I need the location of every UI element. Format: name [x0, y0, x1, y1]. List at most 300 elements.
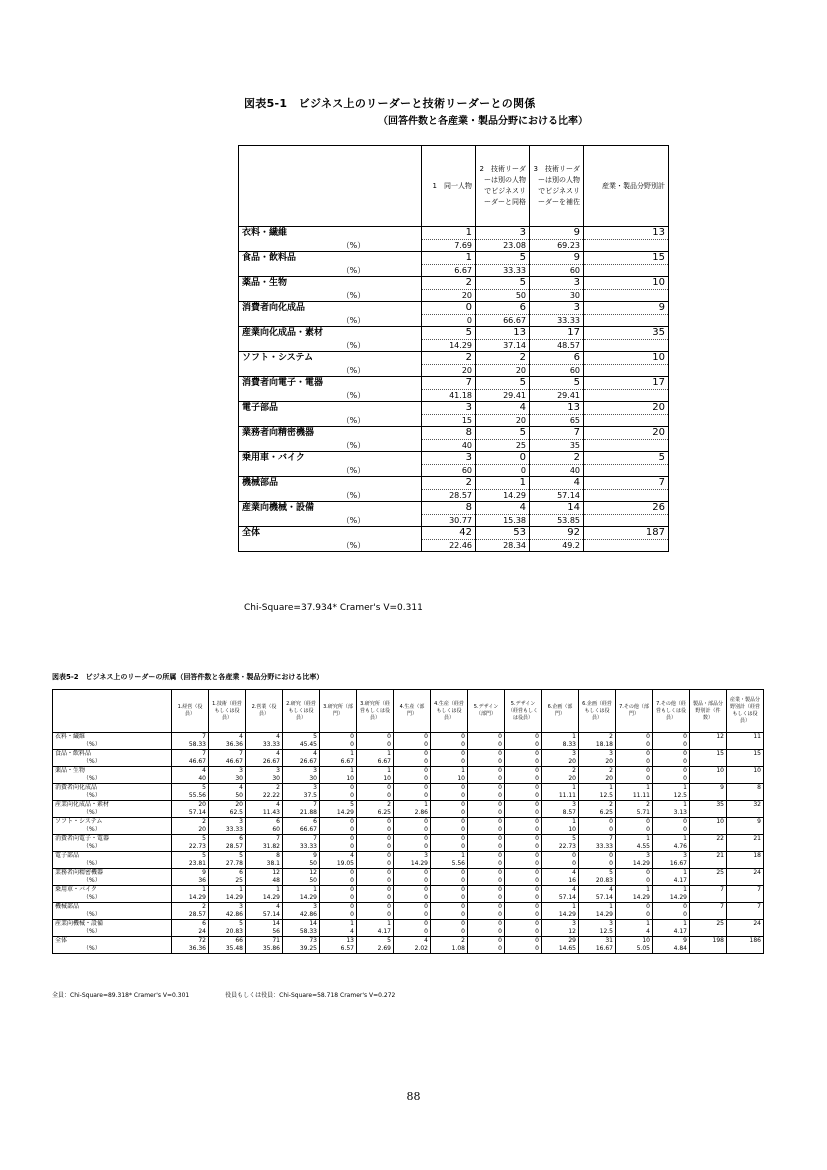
table2-count-cell: 0 — [505, 733, 542, 742]
table2-count-cell: 0 — [394, 886, 431, 895]
table-row — [53, 792, 764, 801]
table1-pct-cell: 50 — [476, 290, 530, 302]
table2-col-header: 6.企画（経営もしくは役員） — [579, 690, 616, 733]
table2-count-cell: 2 — [357, 801, 394, 810]
table2-pct-label: （%） — [53, 894, 172, 903]
table-row — [239, 540, 669, 552]
table1-count-cell: 2 — [422, 352, 476, 365]
table2-count-cell: 0 — [653, 750, 690, 759]
table2-pct-cell: 0 — [542, 860, 579, 869]
table1-count-cell: 2 — [422, 277, 476, 290]
table1-pct-label: （%） — [239, 490, 422, 502]
table1-count-cell: 5 — [476, 427, 530, 440]
table1-count-cell: 13 — [584, 227, 669, 240]
table1-count-cell: 0 — [476, 452, 530, 465]
table2-count-cell: 0 — [394, 818, 431, 827]
table2-count-cell: 1 — [431, 852, 468, 861]
table2-pct-cell: 14.29 — [283, 894, 320, 903]
table2-count-cell: 5 — [172, 835, 209, 844]
table2-count-cell: 0 — [616, 903, 653, 912]
table1-pct-cell-empty — [584, 315, 669, 327]
table2-pct-cell: 12.5 — [579, 792, 616, 801]
table1 — [238, 145, 669, 552]
table-row — [53, 818, 764, 827]
table2-pct-cell: 62.5 — [209, 809, 246, 818]
table2-count-cell: 2 — [172, 818, 209, 827]
table-row — [239, 515, 669, 527]
table2-pct-cell: 23.81 — [172, 860, 209, 869]
table2-pct-cell: 0 — [616, 741, 653, 750]
table2-count-cell: 0 — [505, 869, 542, 878]
table2-pct-cell: 5.56 — [431, 860, 468, 869]
table2-pct-cell: 57.14 — [172, 809, 209, 818]
table2-count-cell: 1 — [653, 886, 690, 895]
table2-pct-cell: 25 — [209, 877, 246, 886]
table2-count-cell: 1 — [616, 886, 653, 895]
table-row — [239, 527, 669, 540]
table2-pct-cell: 20.83 — [579, 877, 616, 886]
table2-pct-cell: 0 — [357, 843, 394, 852]
table2-pct-cell: 0 — [431, 894, 468, 903]
table1-pct-cell: 41.18 — [422, 390, 476, 402]
table2-count-cell: 0 — [653, 733, 690, 742]
table2-count-cell: 7 — [727, 886, 764, 895]
table2-pct-cell: 14.29 — [246, 894, 283, 903]
table-row — [239, 302, 669, 315]
table1-count-cell: 20 — [584, 402, 669, 415]
table2-pct-cell: 0 — [431, 843, 468, 852]
table2-pct-cell: 50 — [283, 877, 320, 886]
table1-pct-label: （%） — [239, 340, 422, 352]
table1-pct-cell: 22.46 — [422, 540, 476, 552]
table2-pct-cell: 0 — [320, 877, 357, 886]
table1-pct-label: （%） — [239, 365, 422, 377]
table2-count-cell: 0 — [357, 903, 394, 912]
table2-pct-cell: 0 — [468, 843, 505, 852]
table2-count-cell: 4 — [246, 801, 283, 810]
table2-pct-cell — [690, 758, 727, 767]
table2-count-cell: 0 — [394, 903, 431, 912]
table-row — [239, 415, 669, 427]
table2-pct-cell: 0 — [357, 792, 394, 801]
table2-count-cell: 73 — [283, 937, 320, 946]
table2-col-header: 1.経営（役員） — [172, 690, 209, 733]
table2-pct-cell: 0 — [468, 775, 505, 784]
table2-pct-cell: 12.5 — [653, 792, 690, 801]
table2-pct-cell: 0 — [616, 911, 653, 920]
table2-pct-cell: 58.33 — [283, 928, 320, 937]
table2-pct-cell — [690, 843, 727, 852]
table2-count-cell: 0 — [431, 903, 468, 912]
table2-count-cell: 1 — [357, 920, 394, 929]
table2-pct-cell: 57.14 — [542, 894, 579, 903]
table-row — [239, 277, 669, 290]
table2-pct-cell: 58.33 — [172, 741, 209, 750]
table2-count-cell: 0 — [579, 852, 616, 861]
table2-pct-cell: 0 — [431, 911, 468, 920]
table1-row-label: 薬品・生物 — [239, 277, 422, 290]
table1-count-cell: 10 — [584, 277, 669, 290]
table2-row-label: 電子部品 — [53, 852, 172, 861]
table2-pct-cell: 0 — [394, 894, 431, 903]
table2-count-cell: 1 — [246, 886, 283, 895]
table1-pct-cell: 33.33 — [530, 315, 584, 327]
table2-col-header: 5.デザイン（部門） — [468, 690, 505, 733]
table2-pct-cell: 36.36 — [172, 945, 209, 954]
table2-count-cell: 2 — [616, 801, 653, 810]
table2-count-cell: 3 — [542, 750, 579, 759]
table2-pct-cell: 6.25 — [579, 809, 616, 818]
table2-pct-cell: 8.57 — [542, 809, 579, 818]
table2-col-header: 6.企画（部門） — [542, 690, 579, 733]
table2-pct-cell: 46.67 — [172, 758, 209, 767]
table1-pct-cell: 7.69 — [422, 240, 476, 252]
table1-pct-label: （%） — [239, 440, 422, 452]
table2-count-cell: 5 — [357, 937, 394, 946]
table2-count-cell: 4 — [246, 903, 283, 912]
table2-count-cell: 1 — [283, 886, 320, 895]
table1-title: 図表5-1 ビジネス上のリーダーと技術リーダーとの関係 — [244, 97, 536, 110]
table1-count-cell: 2 — [476, 352, 530, 365]
table2-pct-cell: 0 — [320, 741, 357, 750]
table1-count-cell: 9 — [530, 252, 584, 265]
table2-pct-cell: 6.67 — [357, 758, 394, 767]
table2-pct-cell: 0 — [431, 809, 468, 818]
table2-count-cell: 21 — [727, 835, 764, 844]
table2-count-cell: 0 — [653, 903, 690, 912]
table1-pct-cell: 60 — [530, 365, 584, 377]
table2-count-cell: 4 — [542, 869, 579, 878]
table2-pct-label: （%） — [53, 860, 172, 869]
table2-pct-cell: 20 — [579, 758, 616, 767]
table2-pct-cell: 57.14 — [579, 894, 616, 903]
table2-count-cell: 0 — [468, 937, 505, 946]
table1-pct-cell-empty — [584, 540, 669, 552]
table2-count-cell: 4 — [542, 886, 579, 895]
table-row — [53, 903, 764, 912]
table2-count-cell: 0 — [357, 784, 394, 793]
table2-pct-cell: 14.65 — [542, 945, 579, 954]
table2-note-executives: 役員もしくは役員：Chi-Square=58.718 Cramer's V=0.272 — [225, 992, 396, 999]
table2-pct-cell: 5.71 — [616, 809, 653, 818]
table2-count-cell: 6 — [172, 920, 209, 929]
table2-count-cell: 9 — [690, 784, 727, 793]
table2-count-cell: 0 — [320, 886, 357, 895]
table2-count-cell: 11 — [727, 733, 764, 742]
table2-col-header: 1.技術（経営もしくは役員） — [209, 690, 246, 733]
table2-pct-cell: 0 — [653, 741, 690, 750]
table2-count-cell: 31 — [579, 937, 616, 946]
table2-pct-cell: 0 — [653, 758, 690, 767]
table2-count-cell: 1 — [357, 750, 394, 759]
table-row — [239, 390, 669, 402]
table2-pct-cell: 0 — [616, 826, 653, 835]
table1-count-cell: 0 — [422, 302, 476, 315]
table2-pct-cell: 0 — [505, 894, 542, 903]
table-row — [239, 327, 669, 340]
table2-count-cell: 20 — [172, 801, 209, 810]
table2-count-cell: 3 — [653, 852, 690, 861]
table1-pct-cell-empty — [584, 515, 669, 527]
table2-col-header: 2.研究（経営もしくは役員） — [283, 690, 320, 733]
table2-pct-cell: 0 — [505, 860, 542, 869]
table2-pct-cell: 4.17 — [653, 928, 690, 937]
table2-count-cell: 0 — [505, 818, 542, 827]
table2-count-cell: 0 — [468, 784, 505, 793]
table2-count-cell: 1 — [616, 835, 653, 844]
table1-pct-cell: 29.41 — [476, 390, 530, 402]
table2-count-cell: 8 — [727, 784, 764, 793]
table2-pct-cell: 0 — [505, 945, 542, 954]
table1-pct-cell-empty — [584, 340, 669, 352]
table2-pct-cell: 0 — [616, 775, 653, 784]
table-row — [53, 877, 764, 886]
table2-pct-label: （%） — [53, 911, 172, 920]
table2-count-cell: 12 — [246, 869, 283, 878]
table2-pct-cell: 6.25 — [357, 809, 394, 818]
table2-count-cell: 1 — [172, 886, 209, 895]
table2-count-cell: 3 — [209, 903, 246, 912]
table2-pct-cell — [727, 792, 764, 801]
table1-pct-label: （%） — [239, 240, 422, 252]
table2-count-cell: 5 — [172, 784, 209, 793]
table1-count-cell: 1 — [422, 227, 476, 240]
table2-pct-cell: 4 — [320, 928, 357, 937]
table1-pct-cell: 33.33 — [476, 265, 530, 277]
table1-pct-cell: 30.77 — [422, 515, 476, 527]
table2-pct-cell: 33.33 — [579, 843, 616, 852]
table2-pct-cell: 0 — [653, 775, 690, 784]
table1-pct-cell-empty — [584, 465, 669, 477]
table-row — [53, 937, 764, 946]
table2-pct-cell: 0 — [468, 758, 505, 767]
table2-count-cell: 0 — [320, 733, 357, 742]
table2-count-cell: 2 — [542, 767, 579, 776]
table2-pct-cell — [690, 860, 727, 869]
table-row — [239, 477, 669, 490]
table1-count-cell: 3 — [530, 277, 584, 290]
table2-col-header: 7.その他（部門） — [616, 690, 653, 733]
table2-pct-cell: 0 — [431, 758, 468, 767]
table2-count-cell: 3 — [209, 767, 246, 776]
table-row — [53, 741, 764, 750]
table2-count-cell: 0 — [468, 835, 505, 844]
table2-count-cell: 0 — [357, 733, 394, 742]
table2-pct-cell: 27.78 — [209, 860, 246, 869]
table2-count-cell: 3 — [616, 852, 653, 861]
table1-pct-cell-empty — [584, 240, 669, 252]
table1-pct-cell: 60 — [422, 465, 476, 477]
table2-count-cell: 25 — [690, 869, 727, 878]
table2-count-cell: 0 — [357, 852, 394, 861]
table2-pct-cell: 11.11 — [616, 792, 653, 801]
table2-count-cell: 9 — [653, 937, 690, 946]
table2-count-cell: 5 — [542, 835, 579, 844]
table1-pct-cell: 66.67 — [476, 315, 530, 327]
table1-pct-cell: 6.67 — [422, 265, 476, 277]
table2-pct-cell: 0 — [468, 877, 505, 886]
table2-pct-label: （%） — [53, 877, 172, 886]
table2-count-cell: 1 — [394, 801, 431, 810]
table-row — [53, 784, 764, 793]
table2-pct-cell: 10 — [320, 775, 357, 784]
table2-count-cell: 1 — [579, 784, 616, 793]
table2-pct-cell: 6.67 — [320, 758, 357, 767]
table2-count-cell: 0 — [468, 869, 505, 878]
table2-count-cell: 0 — [468, 733, 505, 742]
table2-count-cell: 7 — [579, 835, 616, 844]
table2-pct-cell: 0 — [579, 860, 616, 869]
table2-pct-cell: 20 — [542, 775, 579, 784]
table2-count-cell: 25 — [690, 920, 727, 929]
table2-pct-cell: 4 — [616, 928, 653, 937]
table2-count-cell: 0 — [468, 920, 505, 929]
table2-pct-cell — [727, 775, 764, 784]
table2-count-cell: 7 — [246, 835, 283, 844]
table2-count-cell: 3 — [283, 784, 320, 793]
table1-pct-cell: 14.29 — [422, 340, 476, 352]
table2-count-cell: 1 — [542, 733, 579, 742]
table2-count-cell: 0 — [505, 937, 542, 946]
table-row — [53, 945, 764, 954]
table2-pct-cell: 2.86 — [394, 809, 431, 818]
table-row — [239, 490, 669, 502]
table2-count-cell: 0 — [320, 869, 357, 878]
table2-count-cell: 0 — [468, 801, 505, 810]
table2-pct-cell: 0 — [431, 928, 468, 937]
table2-count-cell: 0 — [394, 920, 431, 929]
table2-count-cell: 1 — [542, 818, 579, 827]
table2-count-cell: 1 — [320, 920, 357, 929]
table1-row-label: 乗用車・バイク — [239, 452, 422, 465]
table-row — [53, 911, 764, 920]
table1-count-cell: 3 — [422, 402, 476, 415]
table2-count-cell: 4 — [246, 733, 283, 742]
table1-pct-cell: 30 — [530, 290, 584, 302]
table-row — [53, 920, 764, 929]
table2-count-cell: 0 — [431, 801, 468, 810]
table-row — [239, 365, 669, 377]
table1-pct-cell: 65 — [530, 415, 584, 427]
table2-count-cell: 35 — [690, 801, 727, 810]
table2-col-header: 7.その他（経営もしくは役員） — [653, 690, 690, 733]
table1-col-header: 2 技術リーダーは別の人物でビジネスリーダーと同格 — [476, 146, 530, 227]
table2-count-cell: 0 — [616, 750, 653, 759]
table2-pct-cell: 0 — [468, 826, 505, 835]
table2-pct-cell: 0 — [505, 826, 542, 835]
table1-count-cell: 13 — [530, 402, 584, 415]
table2-count-cell: 0 — [616, 767, 653, 776]
table2-header-corner — [53, 690, 172, 733]
table1-row-label: 衣料・繊維 — [239, 227, 422, 240]
table2-pct-cell: 66.67 — [283, 826, 320, 835]
table-row — [239, 465, 669, 477]
table2-pct-cell: 0 — [616, 758, 653, 767]
table2-pct-cell: 0 — [357, 911, 394, 920]
table1-pct-cell: 25 — [476, 440, 530, 452]
table2-pct-cell: 38.1 — [246, 860, 283, 869]
table2-count-cell: 1 — [357, 767, 394, 776]
table2-pct-cell: 0 — [394, 843, 431, 852]
table2-count-cell: 1 — [431, 767, 468, 776]
table2-pct-cell: 36.36 — [209, 741, 246, 750]
table2-pct-cell: 0 — [431, 877, 468, 886]
table1-count-cell: 6 — [476, 302, 530, 315]
table1-pct-cell: 37.14 — [476, 340, 530, 352]
table1-pct-cell: 57.14 — [530, 490, 584, 502]
table1-count-cell: 92 — [530, 527, 584, 540]
table2-pct-cell: 0 — [431, 826, 468, 835]
table1-count-cell: 5 — [476, 277, 530, 290]
table2-count-cell: 0 — [431, 835, 468, 844]
table2-col-header: 5.デザイン（経営もしくは役員） — [505, 690, 542, 733]
table1-count-cell: 2 — [530, 452, 584, 465]
table2-pct-cell: 35.86 — [246, 945, 283, 954]
table-row — [239, 440, 669, 452]
table2-pct-cell: 0 — [394, 826, 431, 835]
table2-pct-cell: 0 — [579, 826, 616, 835]
table2-count-cell: 3 — [542, 920, 579, 929]
table2-pct-cell: 0 — [616, 877, 653, 886]
table2-count-cell: 4 — [579, 886, 616, 895]
table2-row-label: 薬品・生物 — [53, 767, 172, 776]
table1-row-label: 業務者向精密機器 — [239, 427, 422, 440]
table2-pct-cell — [690, 928, 727, 937]
table2-pct-cell: 0 — [505, 928, 542, 937]
table2-count-cell: 4 — [320, 852, 357, 861]
table2-row-label: 乗用車・バイク — [53, 886, 172, 895]
table-row — [239, 340, 669, 352]
table1-count-cell: 17 — [530, 327, 584, 340]
table2-header-row — [53, 690, 764, 733]
table1-count-cell: 13 — [476, 327, 530, 340]
table2-count-cell: 0 — [505, 886, 542, 895]
table2-pct-cell — [690, 792, 727, 801]
table2-pct-cell: 14.29 — [320, 809, 357, 818]
table2-count-cell: 1 — [653, 869, 690, 878]
table2-count-cell: 15 — [690, 750, 727, 759]
table1-count-cell: 2 — [422, 477, 476, 490]
table2-count-cell: 21 — [690, 852, 727, 861]
table2-pct-cell: 0 — [505, 758, 542, 767]
table1-count-cell: 42 — [422, 527, 476, 540]
table2-count-cell: 7 — [283, 801, 320, 810]
table1-row-label: 電子部品 — [239, 402, 422, 415]
table2-row-label: 産業向機械・設備 — [53, 920, 172, 929]
table-row — [239, 290, 669, 302]
table1-pct-cell: 20 — [422, 290, 476, 302]
table2-note-all: 全員：Chi-Square=89.318* Cramer's V=0.301 — [52, 992, 190, 999]
table-row — [53, 733, 764, 742]
table2-count-cell: 0 — [616, 869, 653, 878]
table-row — [53, 869, 764, 878]
table2-pct-cell: 0 — [320, 826, 357, 835]
table2-count-cell: 0 — [357, 818, 394, 827]
table2-col-header: 製品・部品分野別計（件数） — [690, 690, 727, 733]
table-row — [53, 750, 764, 759]
table2-count-cell: 7 — [727, 903, 764, 912]
table2-count-cell: 2 — [172, 903, 209, 912]
table1-pct-cell: 14.29 — [476, 490, 530, 502]
table2-count-cell: 0 — [653, 818, 690, 827]
table1-count-cell: 6 — [530, 352, 584, 365]
table1-pct-cell-empty — [584, 390, 669, 402]
table2-row-label: 消費者向化成品 — [53, 784, 172, 793]
table2-count-cell: 0 — [616, 818, 653, 827]
table2-count-cell: 10 — [727, 767, 764, 776]
table2-row-label: 業務者向精密機器 — [53, 869, 172, 878]
table2-count-cell: 29 — [542, 937, 579, 946]
